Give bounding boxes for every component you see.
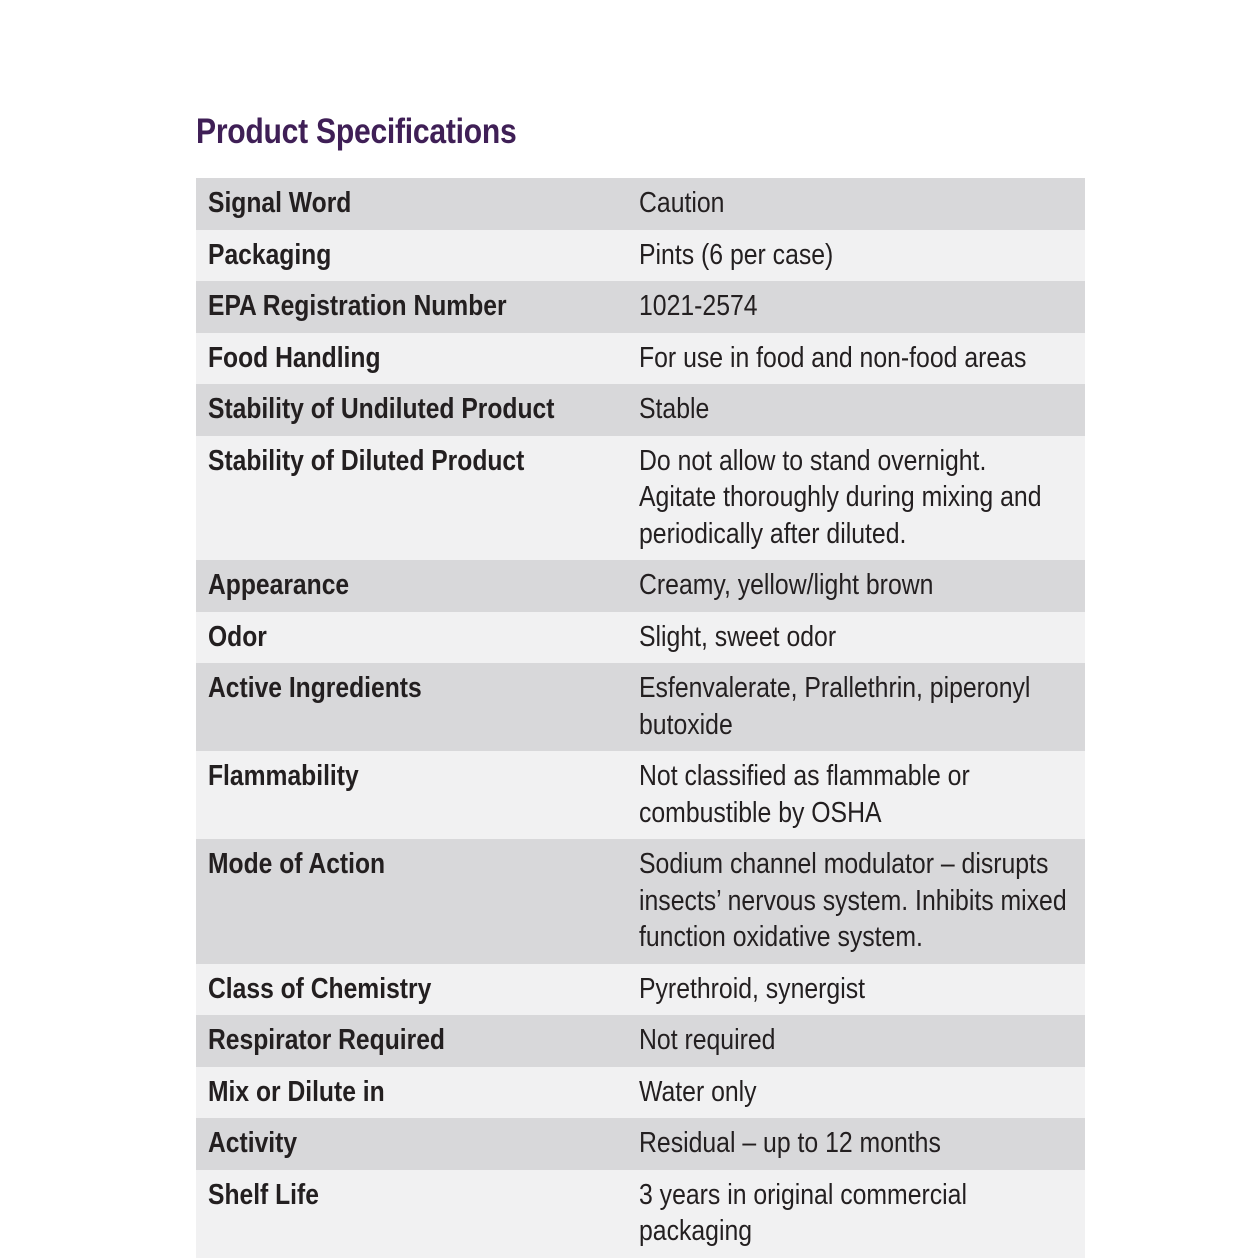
spec-label: Appearance <box>208 569 350 601</box>
spec-label-cell <box>196 560 628 612</box>
spec-value-line: Residual – up to 12 months <box>639 1127 941 1159</box>
table-row <box>196 281 1085 333</box>
spec-value <box>639 619 1085 656</box>
spec-label-cell <box>196 281 628 333</box>
spec-value-line: 1021-2574 <box>639 290 758 322</box>
spec-value-cell <box>628 560 1085 612</box>
spec-value-cell <box>628 436 1085 561</box>
spec-value-line: function oxidative system. <box>639 921 923 953</box>
spec-value-line: insects’ nervous system. Inhibits mixed <box>639 884 1067 917</box>
table-row <box>196 560 1085 612</box>
spec-label-cell <box>196 384 628 436</box>
spec-label: Stability of Diluted Product <box>208 444 525 477</box>
spec-label-cell <box>196 839 628 964</box>
table-row <box>196 1118 1085 1170</box>
spec-value <box>639 391 1085 428</box>
spec-value-line: Stable <box>639 393 710 425</box>
spec-value <box>639 758 1085 831</box>
table-row <box>196 1067 1085 1119</box>
spec-value-line: Not required <box>639 1024 776 1056</box>
spec-value-line: For use in food and non-food areas <box>639 341 1027 374</box>
spec-label-cell <box>196 178 628 230</box>
spec-value <box>639 1125 1085 1162</box>
spec-value-cell <box>628 1015 1085 1067</box>
spec-value-line: butoxide <box>639 708 733 741</box>
spec-value-line: Caution <box>639 187 725 219</box>
spec-value-cell <box>628 281 1085 333</box>
spec-value <box>639 1022 1085 1059</box>
spec-value <box>639 443 1085 553</box>
spec-value-cell <box>628 384 1085 436</box>
spec-value <box>639 288 1085 325</box>
spec-value-line: Pyrethroid, synergist <box>639 972 866 1005</box>
spec-label: EPA Registration Number <box>208 290 507 322</box>
spec-value-line: 3 years in original commercial <box>639 1178 967 1211</box>
spec-label-cell <box>196 663 628 751</box>
spec-label: Activity <box>208 1127 298 1159</box>
spec-label: Class of Chemistry <box>208 972 432 1005</box>
spec-value-line: periodically after diluted. <box>639 517 907 550</box>
spec-value-line: Esfenvalerate, Prallethrin, piperonyl <box>639 672 1031 704</box>
spec-value-cell <box>628 612 1085 664</box>
spec-value-cell <box>628 178 1085 230</box>
spec-value-cell <box>628 1170 1085 1258</box>
spec-label: Flammability <box>208 760 359 792</box>
table-row <box>196 612 1085 664</box>
table-row <box>196 230 1085 282</box>
table-row <box>196 384 1085 436</box>
spec-value <box>639 670 1085 743</box>
spec-value-line: packaging <box>639 1215 753 1247</box>
table-row <box>196 178 1085 230</box>
spec-value-cell <box>628 333 1085 385</box>
spec-value-line: Creamy, yellow/light brown <box>639 569 934 601</box>
spec-label-cell <box>196 751 628 839</box>
spec-value-line: Agitate thoroughly during mixing and <box>639 481 1042 513</box>
spec-label: Shelf Life <box>208 1178 319 1211</box>
spec-value-line: Sodium channel modulator – disrupts <box>639 848 1049 880</box>
spec-label-cell <box>196 436 628 561</box>
table-row <box>196 964 1085 1016</box>
spec-value <box>639 971 1085 1008</box>
spec-value-cell <box>628 230 1085 282</box>
table-row <box>196 663 1085 751</box>
spec-label: Signal Word <box>208 187 352 219</box>
spec-value-cell <box>628 1118 1085 1170</box>
table-row <box>196 436 1085 561</box>
spec-value <box>639 846 1085 956</box>
spec-label: Respirator Required <box>208 1024 445 1056</box>
spec-table <box>196 178 1085 1258</box>
spec-value <box>639 340 1085 377</box>
spec-value <box>639 185 1085 222</box>
table-row <box>196 839 1085 964</box>
spec-value <box>639 567 1085 604</box>
spec-value-line: combustible by OSHA <box>639 796 882 829</box>
spec-label: Mix or Dilute in <box>208 1075 385 1108</box>
spec-value-line: Water only <box>639 1075 757 1108</box>
spec-label-cell <box>196 964 628 1016</box>
table-row <box>196 751 1085 839</box>
spec-value-line: Pints (6 per case) <box>639 238 834 271</box>
spec-label-cell <box>196 230 628 282</box>
spec-value-cell <box>628 1067 1085 1119</box>
spec-label-cell <box>196 1067 628 1119</box>
spec-label: Stability of Undiluted Product <box>208 393 555 425</box>
spec-label: Mode of Action <box>208 848 386 880</box>
spec-label: Packaging <box>208 238 332 271</box>
spec-value-line: Slight, sweet odor <box>639 620 837 653</box>
spec-label-cell <box>196 1015 628 1067</box>
spec-value-cell <box>628 839 1085 964</box>
spec-value-line: Not classified as flammable or <box>639 760 970 792</box>
table-row <box>196 1170 1085 1258</box>
page-title: Product Specifications <box>196 112 517 151</box>
spec-table-body <box>196 178 1085 1258</box>
spec-label-cell <box>196 1118 628 1170</box>
spec-label: Odor <box>208 620 267 653</box>
table-row <box>196 1015 1085 1067</box>
spec-value <box>639 1177 1085 1250</box>
spec-label: Active Ingredients <box>208 672 422 704</box>
spec-value <box>639 1074 1085 1111</box>
spec-value-cell <box>628 964 1085 1016</box>
spec-value-line: Do not allow to stand overnight. <box>639 444 987 477</box>
spec-label-cell <box>196 1170 628 1258</box>
spec-value <box>639 237 1085 274</box>
table-row <box>196 333 1085 385</box>
spec-label-cell <box>196 612 628 664</box>
spec-value-cell <box>628 751 1085 839</box>
spec-label-cell <box>196 333 628 385</box>
spec-value-cell <box>628 663 1085 751</box>
spec-label: Food Handling <box>208 341 381 374</box>
